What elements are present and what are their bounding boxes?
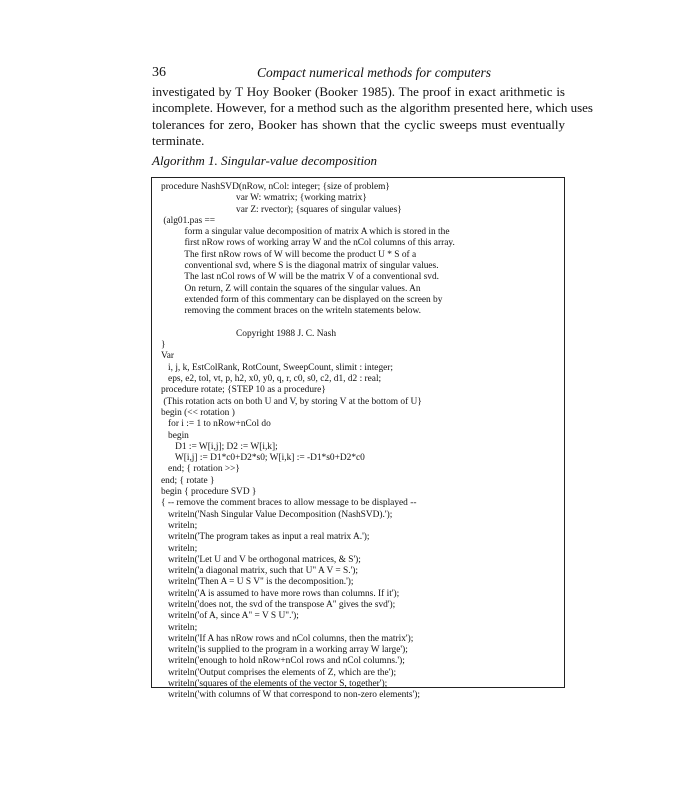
code-line: writeln; bbox=[161, 520, 198, 531]
intro-line: tolerances for zero, Booker has shown that the cyclic sweeps must eventually bbox=[152, 116, 565, 132]
code-line: end; { rotation >>} bbox=[161, 464, 240, 475]
code-line: eps, e2, tol, vt, p, h2, x0, y0, q, r, c0, s0, c2, d1, d2 : real; bbox=[161, 374, 382, 385]
code-line: writeln('If A has nRow rows and nCol columns, then the matrix'); bbox=[161, 633, 414, 644]
code-listing bbox=[161, 182, 455, 702]
code-line: Var bbox=[161, 351, 175, 362]
code-line: Copyright 1988 J. C. Nash bbox=[161, 328, 337, 339]
code-line: The first nRow rows of W will become the product U * S of a bbox=[161, 249, 417, 260]
code-line: conventional svd, where S is the diagonal matrix of singular values. bbox=[161, 261, 439, 272]
code-line: writeln; bbox=[161, 543, 198, 554]
running-title: Compact numerical methods for computers bbox=[257, 65, 491, 80]
page-header bbox=[152, 65, 564, 85]
code-line: { -- remove the comment braces to allow message to be displayed -- bbox=[161, 498, 417, 509]
code-listing-box bbox=[151, 177, 565, 701]
code-line: writeln('Nash Singular Value Decomposition (NashSVD).'); bbox=[161, 509, 393, 520]
code-line: writeln('squares of the elements of the vector S, together'); bbox=[161, 679, 388, 690]
code-line: writeln('Let U and V be orthogonal matrices, & S'); bbox=[161, 554, 361, 565]
code-line: writeln; bbox=[161, 622, 198, 633]
code-line: writeln('of A, since A" = V S U".'); bbox=[161, 611, 299, 622]
code-line: writeln('is supplied to the program in a working array W large'); bbox=[161, 645, 408, 656]
intro-line: investigated by T Hoy Booker (Booker 1985). The proof in exact arithmetic is bbox=[152, 84, 565, 99]
code-line bbox=[161, 318, 455, 329]
code-line: for i := 1 to nRow+nCol do bbox=[161, 419, 271, 430]
code-line: The last nCol rows of W will be the matrix V of a conventional svd. bbox=[161, 272, 440, 283]
code-line: } bbox=[161, 340, 166, 351]
code-line: procedure NashSVD(nRow, nCol: integer; {size of problem} bbox=[161, 182, 390, 192]
code-line: begin bbox=[161, 430, 189, 441]
code-line: writeln('A is assumed to have more rows than columns. If it'); bbox=[161, 588, 400, 599]
code-line: writeln('Then A = U S V" is the decomposition.'); bbox=[161, 577, 354, 588]
code-line: extended form of this commentary can be displayed on the screen by bbox=[161, 294, 443, 305]
code-line: (This rotation acts on both U and V, by storing V at the bottom of U} bbox=[161, 396, 422, 407]
code-line: var Z: rvector); {squares of singular values} bbox=[161, 204, 402, 215]
code-line: W[i,j] := D1*c0+D2*s0; W[i,k] := -D1*s0+D2*c0 bbox=[161, 453, 365, 464]
intro-line: incomplete. However, for a method such as the algorithm presented here, which uses bbox=[152, 100, 593, 116]
code-line: removing the comment braces on the writeln statements below. bbox=[161, 306, 421, 317]
code-line: D1 := W[i,j]; D2 := W[i,k]; bbox=[161, 441, 278, 452]
intro-line: terminate. bbox=[152, 132, 205, 148]
code-line: form a singular value decomposition of matrix A which is stored in the bbox=[161, 227, 450, 238]
code-line: (alg01.pas == bbox=[161, 215, 216, 226]
code-line: i, j, k, EstColRank, RotCount, SweepCount, slimit : integer; bbox=[161, 362, 394, 373]
code-line: procedure rotate; {STEP 10 as a procedure} bbox=[161, 385, 326, 396]
algorithm-caption: Algorithm 1. Singular-value decomposition bbox=[152, 153, 378, 168]
code-line: writeln('The program takes as input a real matrix A.'); bbox=[161, 532, 370, 543]
code-line: On return, Z will contain the squares of the singular values. An bbox=[161, 283, 421, 294]
code-line: first nRow rows of working array W and the nCol columns of this array. bbox=[161, 238, 455, 249]
page-number: 36 bbox=[152, 65, 166, 80]
code-line: var W: wmatrix; {working matrix} bbox=[161, 193, 367, 204]
code-line: begin { procedure SVD } bbox=[161, 487, 257, 498]
code-line: writeln('enough to hold nRow+nCol rows and nCol columns.'); bbox=[161, 656, 405, 667]
code-line: writeln('does not, the svd of the transpose A" gives the svd'); bbox=[161, 599, 396, 610]
code-line: writeln('with columns of W that correspond to non-zero elements'); bbox=[161, 690, 420, 701]
code-line: begin (<< rotation ) bbox=[161, 407, 235, 418]
intro-paragraph bbox=[152, 84, 593, 149]
code-line: writeln('a diagonal matrix, such that U" A V = S.'); bbox=[161, 566, 359, 577]
code-line: end; { rotate } bbox=[161, 475, 215, 486]
code-line: writeln('Output comprises the elements of Z, which are the'); bbox=[161, 667, 397, 678]
